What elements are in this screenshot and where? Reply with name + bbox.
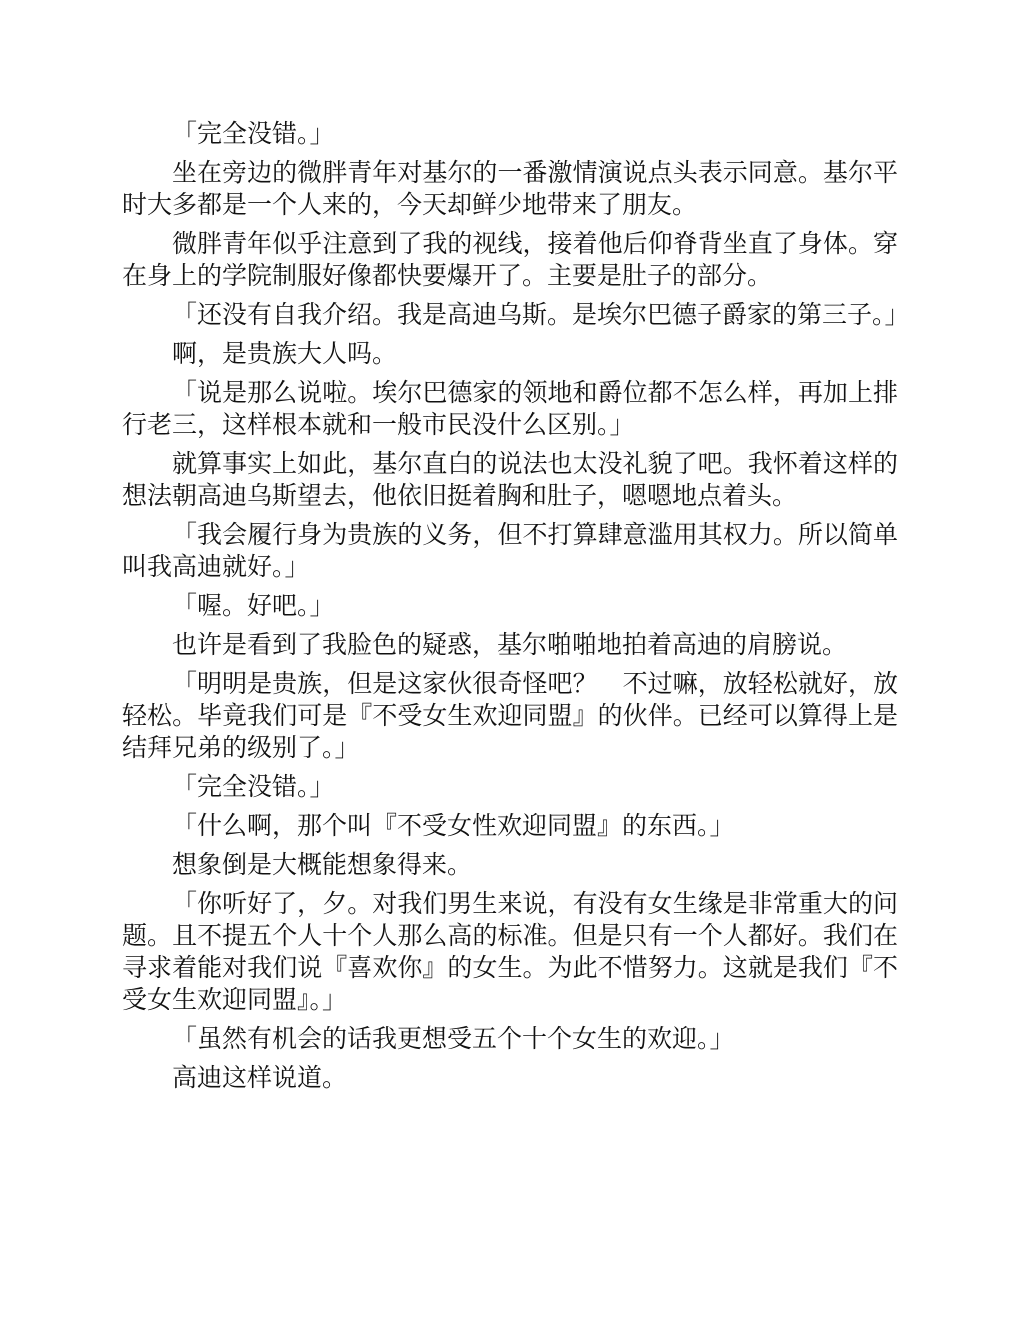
paragraph: 「什么啊，那个叫『不受女性欢迎同盟』的东西。」: [172, 811, 735, 840]
paragraph: 「完全没错。」: [172, 119, 335, 148]
paragraph: 想象倒是大概能想象得来。: [172, 850, 473, 879]
document-page: [122, 118, 910, 1101]
paragraph: 「说是那么说啦。埃尔巴德家的领地和爵位都不怎么样，再加上排行老三，这样根本就和一般市民没什么区别。」: [122, 378, 898, 439]
paragraph: 「明明是贵族，但是这家伙很奇怪吧？ 不过嘛，放轻松就好，放轻松。毕竟我们可是『不受女生欢迎同盟』的伙伴。已经可以算得上是结拜兄弟的级别了。」: [122, 669, 898, 762]
paragraph: 「我会履行身为贵族的义务，但不打算肆意滥用其权力。所以简单叫我高迪就好。」: [122, 520, 898, 581]
paragraph: 「还没有自我介绍。我是高迪乌斯。是埃尔巴德子爵家的第三子。」: [172, 300, 910, 329]
paragraph: 啊，是贵族大人吗。: [172, 339, 398, 368]
paragraph: 坐在旁边的微胖青年对基尔的一番激情演说点头表示同意。基尔平时大多都是一个人来的，今天却鲜少地带来了朋友。: [122, 158, 898, 219]
paragraph: 高迪这样说道。: [172, 1063, 348, 1092]
paragraph: 也许是看到了我脸色的疑惑，基尔啪啪地拍着高迪的肩膀说。: [172, 630, 848, 659]
paragraph: 「喔。好吧。」: [172, 591, 335, 620]
paragraph: 就算事实上如此，基尔直白的说法也太没礼貌了吧。我怀着这样的想法朝高迪乌斯望去，他依旧挺着胸和肚子，嗯嗯地点着头。: [122, 449, 898, 510]
paragraph: 微胖青年似乎注意到了我的视线，接着他后仰脊背坐直了身体。穿在身上的学院制服好像都快要爆开了。主要是肚子的部分。: [122, 229, 898, 290]
paragraph: 「虽然有机会的话我更想受五个十个女生的欢迎。」: [172, 1024, 735, 1053]
paragraph: 「你听好了，夕。对我们男生来说，有没有女生缘是非常重大的问题。且不提五个人十个人那么高的标准。但是只有一个人都好。我们在寻求着能对我们说『喜欢你』的女生。为此不惜努力。这就是我们『不受女生欢迎同盟』。」: [122, 889, 898, 1014]
paragraph: 「完全没错。」: [172, 772, 335, 801]
